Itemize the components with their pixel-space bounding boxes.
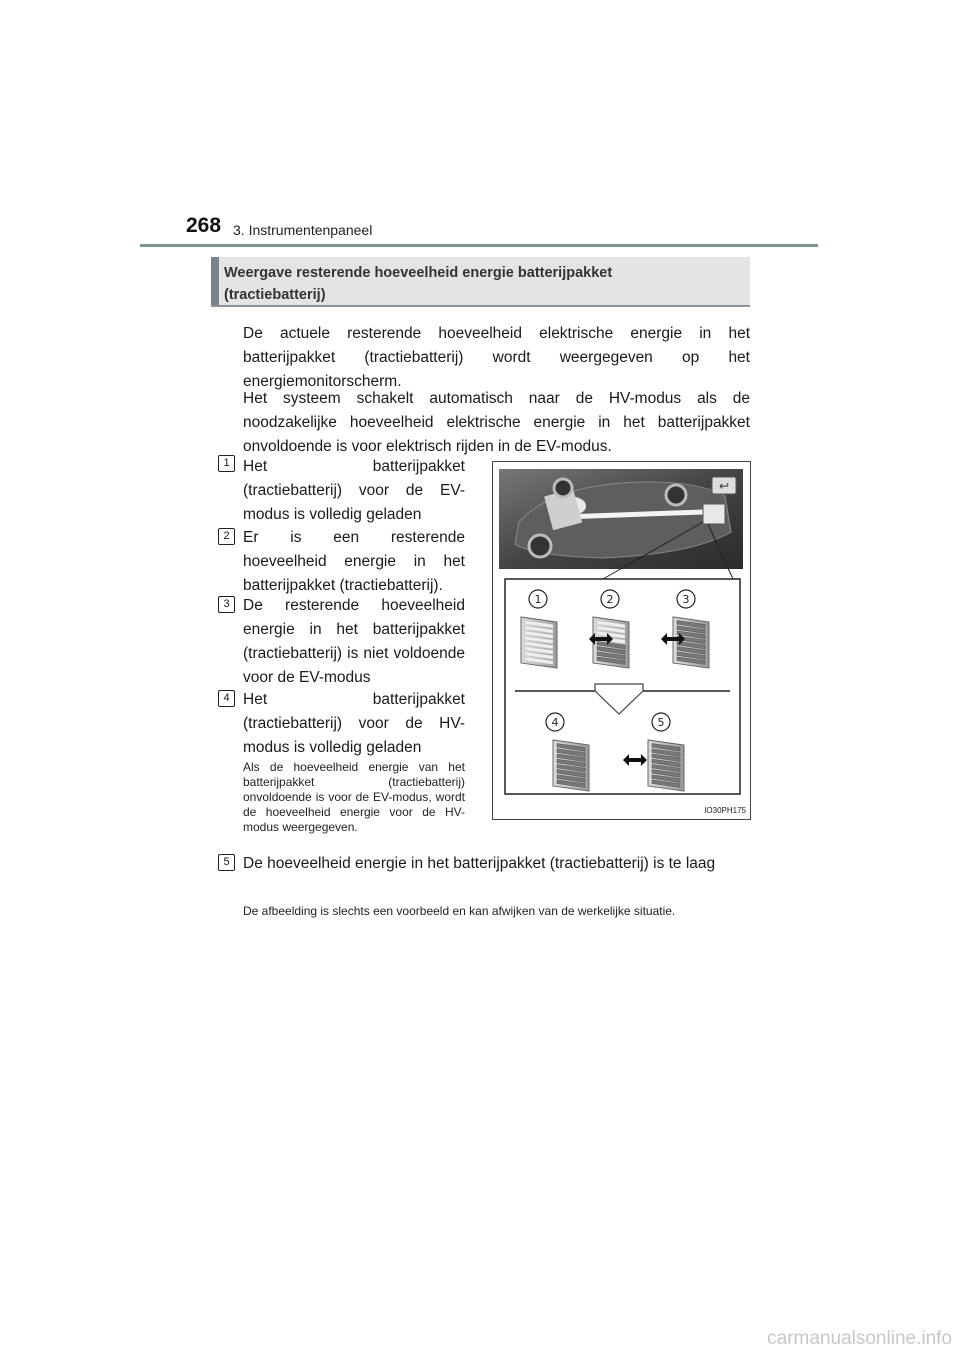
chapter-title: 3. Instrumentenpaneel (233, 222, 373, 238)
section-heading-bar (211, 257, 219, 305)
energy-monitor-illustration (493, 462, 750, 819)
figure-label-5: 5 (657, 716, 665, 729)
item-text-1: Het batterijpakket (tractiebatterij) voor de EV-modus is volledig geladen (243, 458, 465, 523)
battery-indicator-shape (703, 504, 725, 524)
item-number-2: 2 (218, 528, 235, 545)
figure-label-3: 3 (682, 593, 690, 606)
mode-switch-paragraph: Het systeem schakelt automatisch naar de HV-modus als de noodzakelijke hoeveelheid elektrische energie in het batterijpakket onvoldoende is voor elektrisch rijden in de EV-modus. (243, 390, 750, 455)
item-note-4: Als de hoeveelheid energie van het batterijpakket (tractiebatterij) onvoldoende is voor de EV-modus, wordt de hoeveelheid energie voor de HV-modus weergegeven. (243, 760, 465, 834)
battery-pack-1 (521, 617, 557, 668)
figure-label-4: 4 (551, 716, 559, 729)
intro-paragraph: De actuele resterende hoeveelheid elektrische energie in het batterijpakket (tractiebatterij) wordt weergegeven op het energiemonitorscherm. (243, 325, 750, 390)
energy-monitor-figure (492, 461, 751, 820)
item-text-4: Het batterijpakket (tractiebatterij) voor de HV-modus is volledig geladen (243, 691, 465, 756)
watermark-url: carmanualsonline.info (767, 1328, 952, 1349)
front-wheel-top (554, 479, 572, 497)
page-number: 268 (186, 214, 222, 237)
rear-wheel-top (666, 485, 686, 505)
item-text-2: Er is een resterende hoeveelheid energie in het batterijpakket (tractiebatterij). (243, 529, 465, 594)
item-number-3: 3 (218, 596, 235, 613)
section-heading-line1: Weergave resterende hoeveelheid energie batterijpakket (224, 265, 613, 281)
battery-pack-4 (553, 740, 589, 791)
header-rule (140, 244, 818, 247)
item-number-4: 4 (218, 690, 235, 707)
section-heading-line2: (tractiebatterij) (224, 287, 326, 303)
battery-pack-2 (593, 617, 629, 668)
figure-label-1: 1 (534, 593, 542, 606)
item-note-5: De afbeelding is slechts een voorbeeld en kan afwijken van de werkelijke situatie. (243, 904, 676, 918)
battery-pack-3 (673, 617, 709, 668)
item-number-5: 5 (218, 854, 235, 871)
figure-code: IO30PH175 (704, 806, 746, 815)
item-text-3: De resterende hoeveelheid energie in het batterijpakket (tractiebatterij) is niet voldoende voor de EV-modus (243, 597, 465, 686)
figure-label-2: 2 (606, 593, 614, 606)
item-number-1: 1 (218, 455, 235, 472)
return-arrow-icon: ↩ (718, 479, 730, 493)
battery-pack-5 (648, 740, 684, 791)
section-heading (224, 262, 744, 306)
item-text-5: De hoeveelheid energie in het batterijpakket (tractiebatterij) is te laag (243, 855, 716, 872)
front-wheel-bottom (529, 535, 551, 557)
